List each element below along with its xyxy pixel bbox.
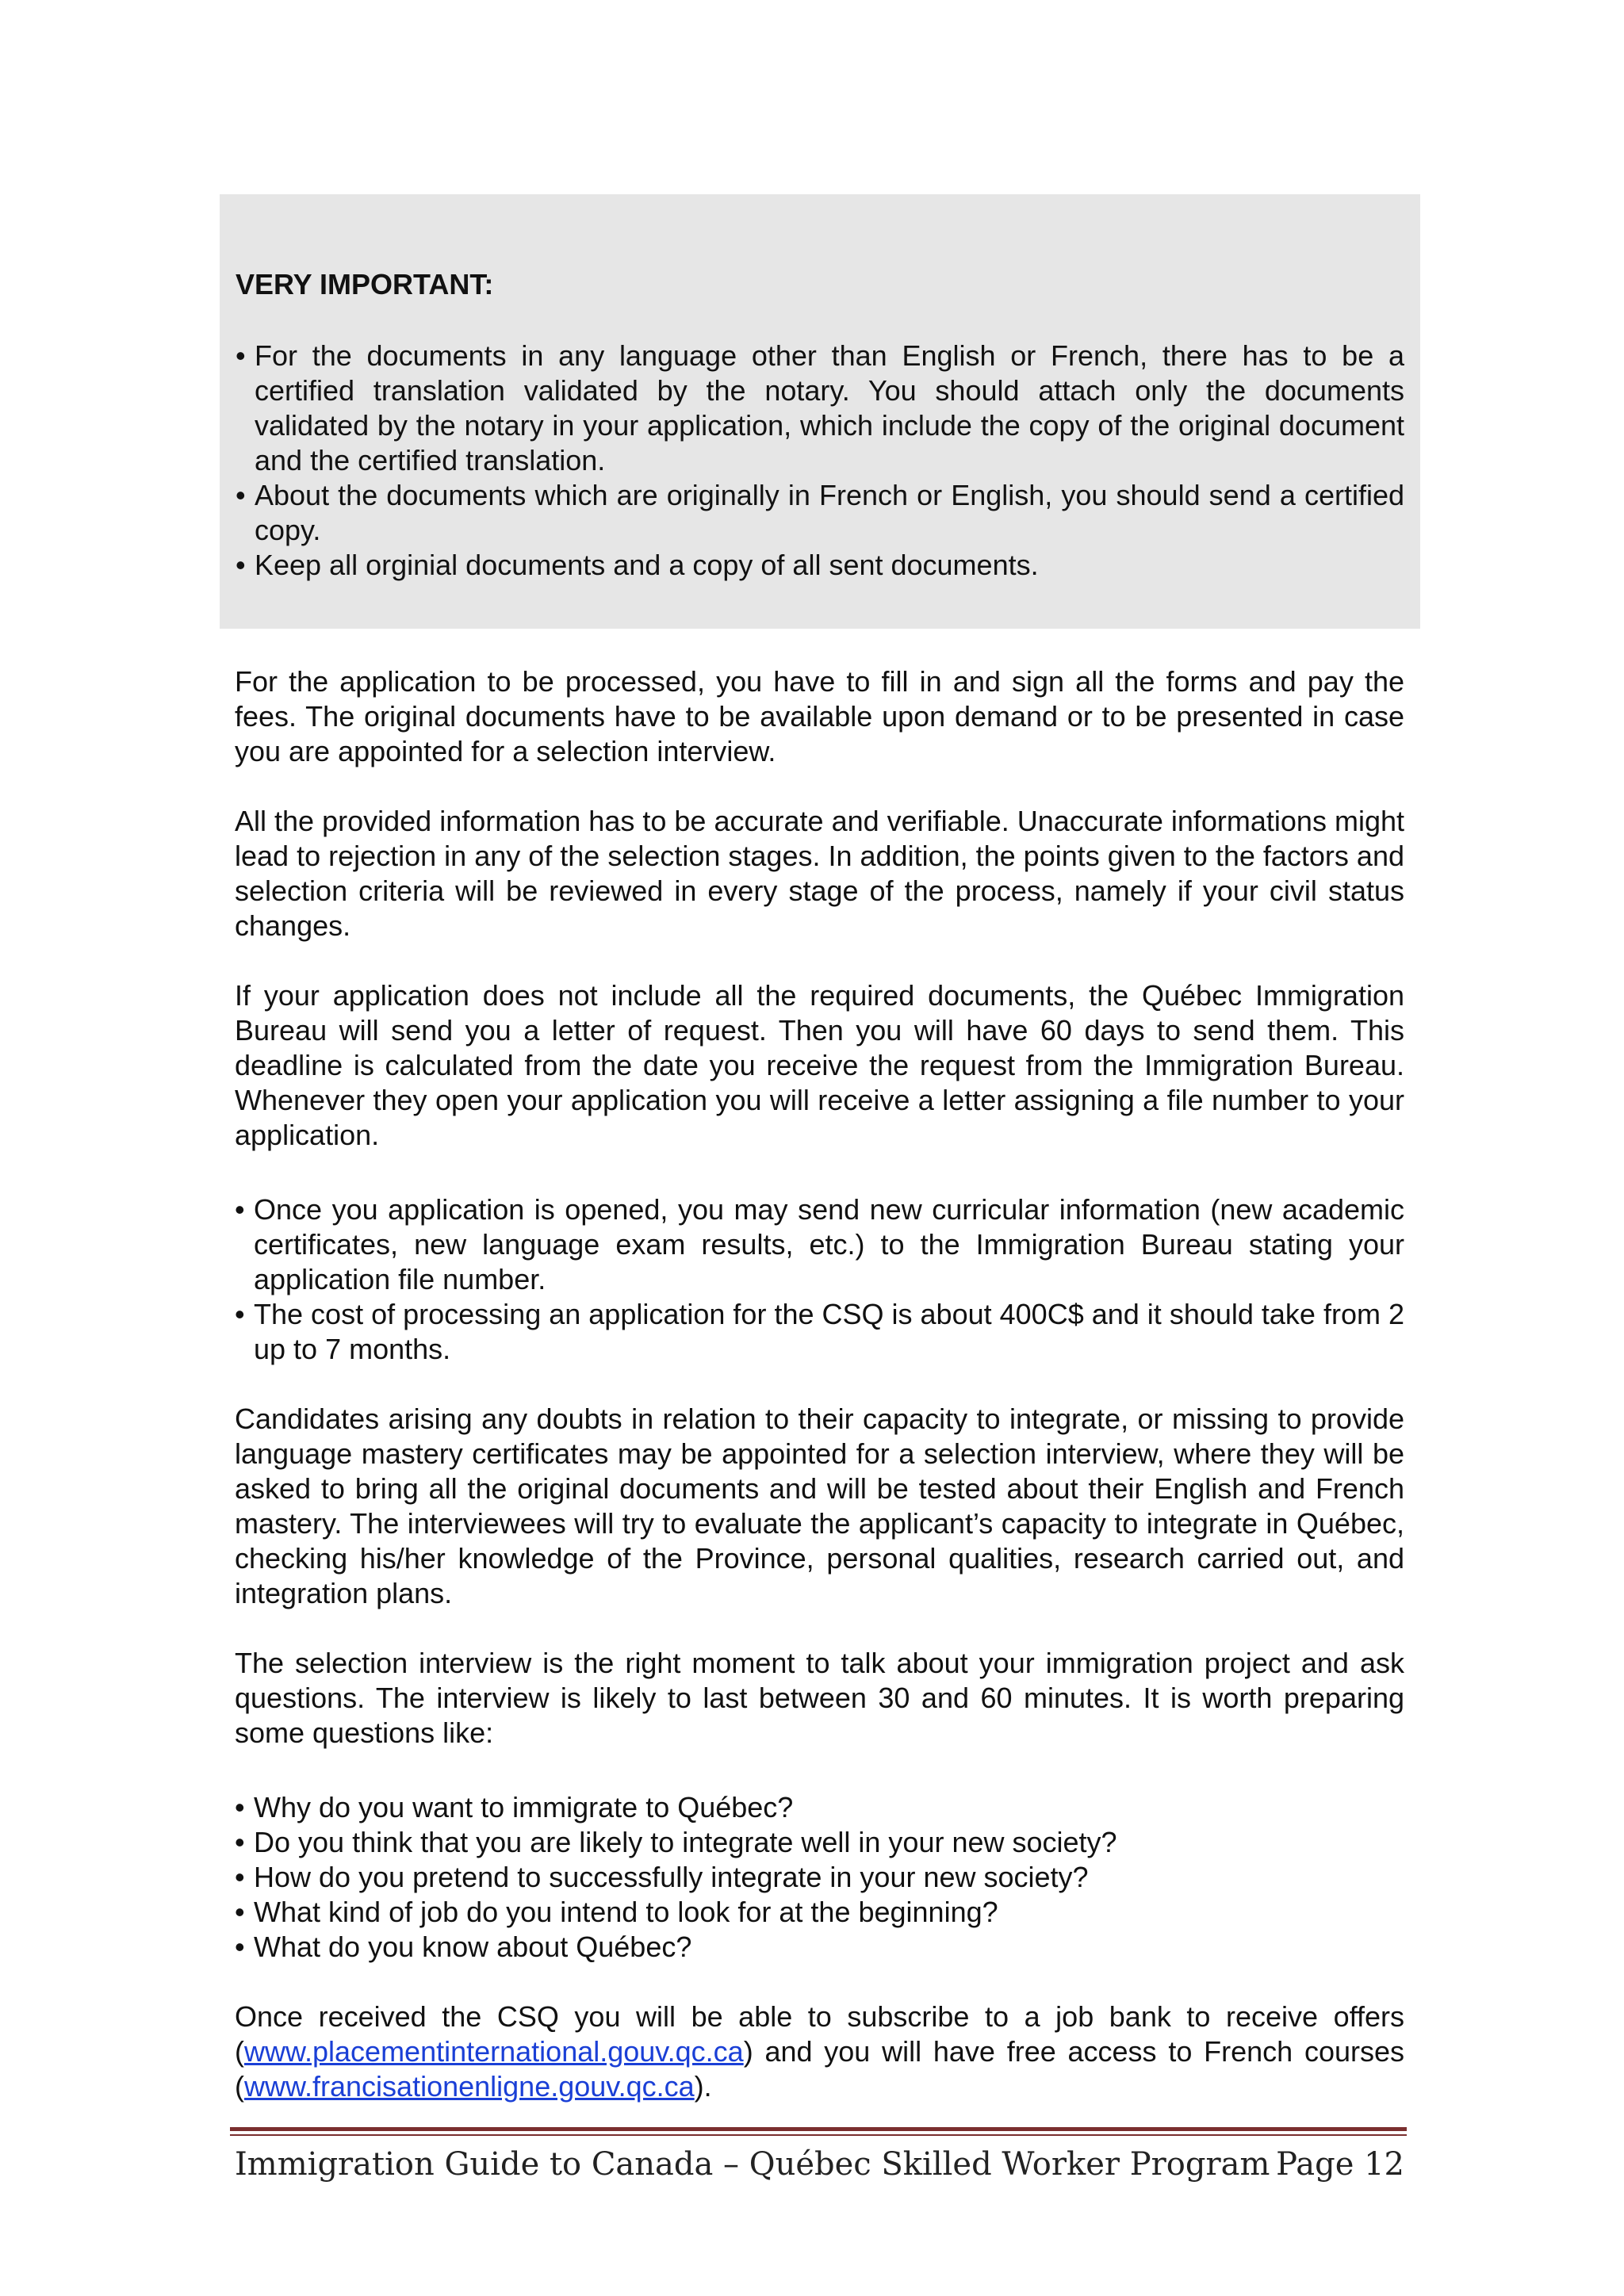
bullet-icon: • <box>236 339 246 372</box>
paragraph-processing: For the application to be processed, you have to fill in and sign all the forms and pay the fees. The original documents have to be available upon demand or to be presented in case you are appointed for a selection interview. <box>235 665 1404 767</box>
important-callout-box <box>220 194 1420 629</box>
questions-bullet-list <box>235 1790 1404 1965</box>
bullet-icon: • <box>235 1826 245 1858</box>
spacer <box>235 1965 1404 1999</box>
process-bullet-item: • Once you application is opened, you may send new curricular information (new academic certificates, new language exam results, etc.) to the Immigration Bureau stating your application file number. <box>235 1193 1404 1295</box>
bullet-icon: • <box>236 479 246 511</box>
callout-bullet-item: • For the documents in any language other than English or French, there has to be a certified translation validated by the notary. You should attach only the documents validated by the notary in your application, which include the copy of the original document and the certified translation. <box>236 339 1404 476</box>
main-content <box>235 664 1404 2104</box>
spacer <box>235 1751 1404 1790</box>
process-bullet-list <box>235 1192 1404 1367</box>
question-bullet-item: • How do you pretend to successfully integrate in your new society? <box>235 1861 1089 1893</box>
question-bullet-item: • Do you think that you are likely to integrate well in your new society? <box>235 1826 1117 1858</box>
spacer <box>235 1153 1404 1192</box>
process-bullet-item: • The cost of processing an application for the CSQ is about 400C$ and it should take from 2 up to 7 months. <box>235 1298 1404 1365</box>
callout-bullet-item: • About the documents which are originally in French or English, you should send a certified copy. <box>236 479 1404 546</box>
page-footer <box>235 2141 1404 2188</box>
paragraph-closing: Once received the CSQ you will be able to subscribe to a job bank to receive offers (www.placementinternational.gouv.qc.ca) and you will have free access to French courses (www.francisationenligne.gouv.qc.ca). <box>235 2000 1404 2103</box>
page-number: Page 12 <box>1276 2146 1404 2183</box>
callout-bullet-item: • Keep all orginial documents and a copy of all sent documents. <box>236 549 1039 581</box>
bullet-icon: • <box>235 1298 245 1330</box>
footer-title: Immigration Guide to Canada – Québec Skilled Worker Program <box>235 2146 1270 2183</box>
paragraph-missing-documents: If your application does not include all the required documents, the Québec Immigration Bureau will send you a letter of request. Then you will have 60 days to send them. This deadline is calculated from the date you receive the request from the Immigration Bureau. Whenever they open your application you will receive a letter assigning a file number to your application. <box>235 979 1404 1151</box>
bullet-icon: • <box>235 1193 245 1226</box>
callout-bullet-list <box>236 339 1404 583</box>
callout-title: VERY IMPORTANT: <box>236 268 494 300</box>
paragraph-accuracy: All the provided information has to be accurate and verifiable. Unaccurate informations might lead to rejection in any of the selection stages. In addition, the points given to the factors and selection criteria will be reviewed in every stage of the process, namely if your civil status changes. <box>235 805 1404 942</box>
spacer <box>235 1367 1404 1402</box>
bullet-icon: • <box>235 1931 245 1963</box>
question-bullet-item: • Why do you want to immigrate to Québec? <box>235 1791 794 1823</box>
paragraph-selection-interview: The selection interview is the right moment to talk about your immigration project and ask questions. The interview is likely to last between 30 and 60 minutes. It is worth preparing some questions like: <box>235 1647 1404 1749</box>
footer-divider-thin <box>230 2134 1407 2136</box>
francisation-link[interactable]: www.francisationenligne.gouv.qc.ca <box>244 2070 695 2103</box>
question-bullet-item: • What do you know about Québec? <box>235 1931 692 1963</box>
bullet-icon: • <box>236 549 246 581</box>
footer-divider <box>230 2127 1407 2131</box>
paragraph-selection-interview-candidates: Candidates arising any doubts in relation to their capacity to integrate, or missing to provide language mastery certificates may be appointed for a selection interview, where they will be asked to bring all the original documents and will be tested about their English and French mastery. The interviewees will try to evaluate the applicant’s capacity to integrate in Québec, checking his/her knowledge of the Province, personal qualities, research carried out, and integration plans. <box>235 1402 1404 1609</box>
placement-international-link[interactable]: www.placementinternational.gouv.qc.ca <box>244 2035 744 2068</box>
bullet-icon: • <box>235 1896 245 1928</box>
question-bullet-item: • What kind of job do you intend to look for at the beginning? <box>235 1896 998 1928</box>
bullet-icon: • <box>235 1861 245 1893</box>
bullet-icon: • <box>235 1791 245 1823</box>
